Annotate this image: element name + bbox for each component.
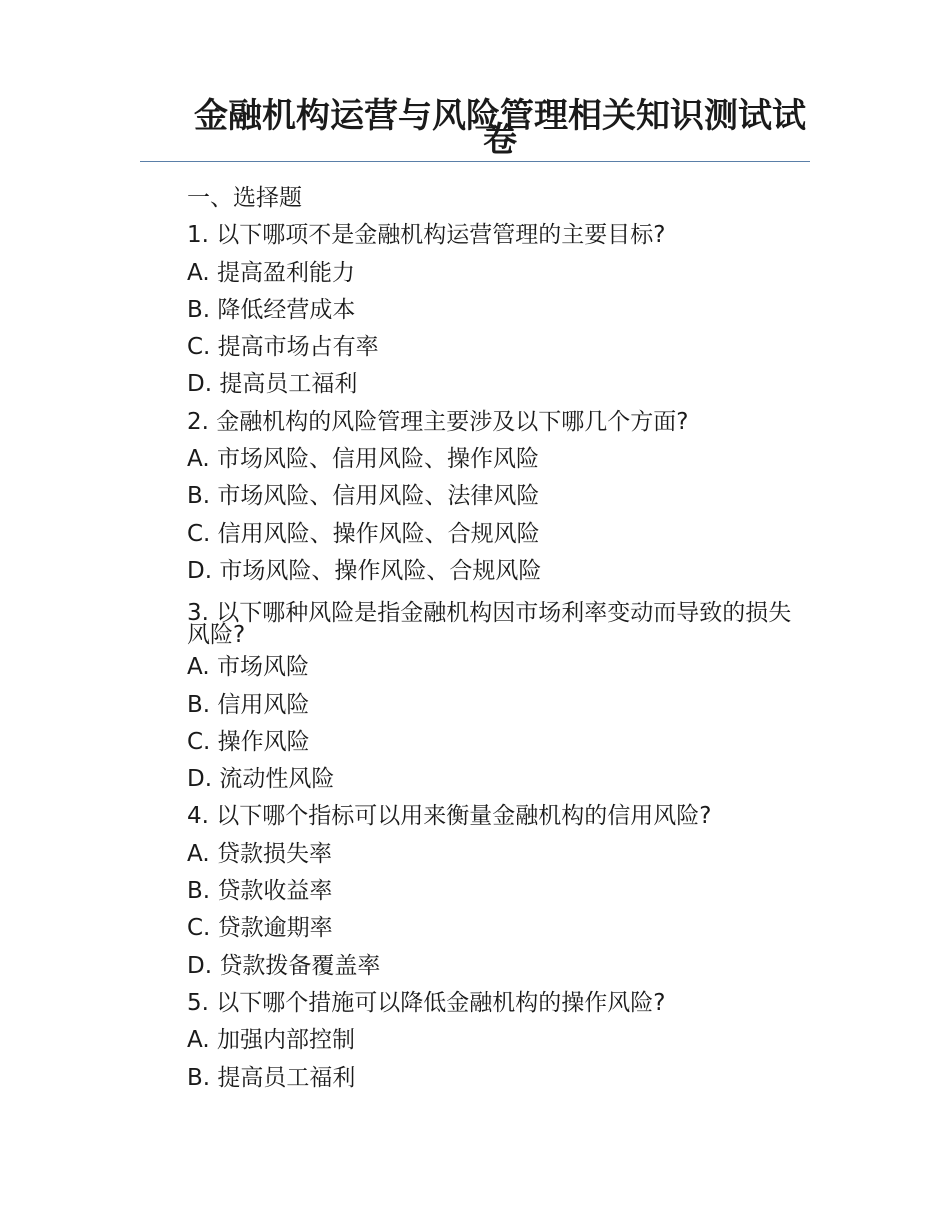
question-1-option-a: A. 提高盈利能力 [187, 259, 355, 286]
question-3: 3. 以下哪种风险是指金融机构因市场利率变动而导致的损失风险? [187, 600, 792, 649]
section-heading: 一、选择题 [187, 185, 302, 211]
question-4-option-b: B. 贷款收益率 [187, 878, 333, 905]
question-1-option-d: D. 提高员工福利 [187, 371, 358, 398]
question-3-option-b: B. 信用风险 [187, 691, 310, 718]
question-1-option-c: C. 提高市场占有率 [187, 334, 379, 361]
question-4-option-a: A. 贷款损失率 [187, 840, 332, 867]
question-1-option-b: B. 降低经营成本 [187, 296, 356, 323]
document-body [140, 180, 812, 1097]
question-2-option-a: A. 市场风险、信用风险、操作风险 [187, 446, 539, 473]
question-2-option-b: B. 市场风险、信用风险、法律风险 [187, 483, 540, 510]
question-3-option-d: D. 流动性风险 [187, 766, 335, 793]
question-1: 1. 以下哪项不是金融机构运营管理的主要目标? [187, 222, 666, 249]
question-3-option-a: A. 市场风险 [187, 654, 309, 681]
question-5-option-b: B. 提高员工福利 [187, 1064, 356, 1091]
question-2: 2. 金融机构的风险管理主要涉及以下哪几个方面? [187, 408, 689, 435]
question-3-option-c: C. 操作风险 [187, 728, 310, 755]
question-4: 4. 以下哪个指标可以用来衡量金融机构的信用风险? [187, 803, 712, 830]
title-divider [140, 161, 810, 162]
question-5-option-a: A. 加强内部控制 [187, 1027, 355, 1054]
question-4-option-c: C. 贷款逾期率 [187, 915, 333, 942]
document-title: 金融机构运营与风险管理相关知识测试试卷 [194, 96, 806, 160]
question-2-option-c: C. 信用风险、操作风险、合规风险 [187, 520, 540, 547]
question-2-option-d: D. 市场风险、操作风险、合规风险 [187, 557, 542, 584]
question-4-option-d: D. 贷款拨备覆盖率 [187, 952, 381, 979]
question-5: 5. 以下哪个措施可以降低金融机构的操作风险? [187, 989, 666, 1016]
